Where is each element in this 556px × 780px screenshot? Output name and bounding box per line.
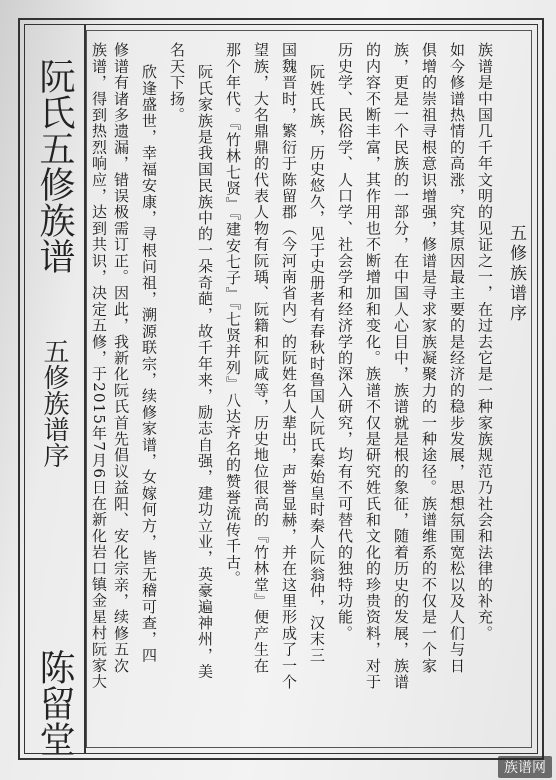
text-column: 如今修谱热情的高涨，究其原因最主要的是经济的稳步发展，思想氛围宽松以及人们与日 (448, 42, 466, 674)
text-column: 名天下扬。 (168, 42, 186, 123)
spine-book-title: 阮氏五修族谱 (34, 58, 75, 274)
spine-chapter-title: 五修族谱序 (39, 338, 69, 468)
text-column: 阮姓氏族，历史悠久，见于史册者有春秋时鲁国人阮氏秦始皇时秦人阮翁仲，汉末三 (308, 64, 326, 664)
text-column: 族，更是一个民族的一部分，在中国人心目中，族谱就是根的象征，随着历史的发展，族谱 (392, 42, 410, 690)
text-column: 那个年代。『竹林七贤』『建安七子』『七贤并列』八达齐名的赞誉流传千古。 (224, 42, 242, 587)
site-watermark: 族谱网 (498, 756, 552, 778)
text-column: 阮氏家族是我国民族中的一朵奇葩，故千年来，励志自强，建功立业，英豪遍神州，美 (196, 64, 214, 680)
spine-hall-name: 陈留堂 (34, 649, 75, 757)
text-column: 望族，大名鼎鼎的代表人物有阮瑀、阮籍和阮咸等，历史地位很高的『竹林堂』便产生在 (252, 42, 270, 674)
text-column: 族谱，得到热烈响应，达到共识，决定五修，于2015年7月6日在新化岩口镇金星村阮家大 (90, 42, 108, 690)
text-column: 的内容不断丰富，其作用也不断增加和变化。族谱不仅是研究姓氏和文化的珍贵资料，对于 (364, 42, 382, 690)
text-column: 俱增的崇祖寻根意识增强，修谱是寻求家族凝聚力的一种途径。族谱维系的不仅是一个家 (420, 42, 438, 674)
text-column: 族谱是中国几千年文明的见证之一，在过去它是一种家族规范乃社会和法律的补充。 (476, 42, 494, 642)
text-column: 欣逢盛世，幸福安康，寻根问祖，溯源联宗，续修家谱，女嫁何方，皆无稽可查，四 (140, 64, 158, 664)
text-column: 国魏晋时，繁衍于陈留郡（今河南省内）的阮姓名人辈出，声誉显赫，并在这里形成了一个 (280, 42, 298, 690)
text-column: 历史学、民俗学、人口学、社会学和经济学的深入研究，均有不可替代的独特功能。 (336, 42, 354, 642)
text-column: 修谱有诸多遗漏，错误极需订正。因此，我新化阮氏首先倡议益阳、安化宗亲，续修五次 (112, 42, 130, 674)
preface-title: 五修族谱序 (506, 224, 526, 324)
